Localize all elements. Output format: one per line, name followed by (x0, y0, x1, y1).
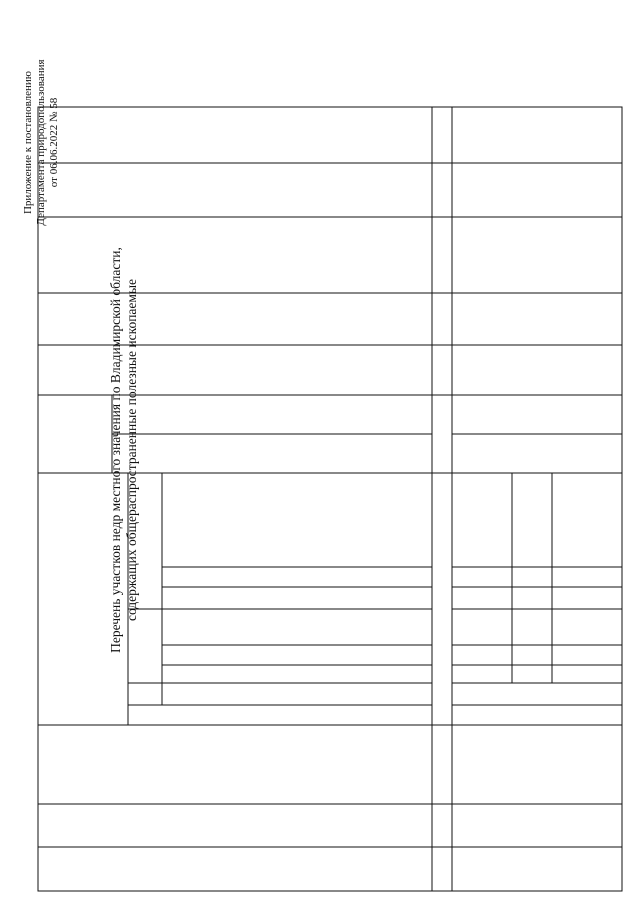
header-line-2: Департамента природопользования (34, 59, 47, 226)
header-line-1: Приложение к постановлению (22, 70, 34, 215)
title-line-1: Перечень участков недр местного значения по Владимирской области, (108, 247, 123, 653)
header-line-3: от 06.06.2022 № 58 (47, 97, 60, 188)
title-line-2: содержащих общераспространенные полезные ископаемые (124, 278, 140, 622)
